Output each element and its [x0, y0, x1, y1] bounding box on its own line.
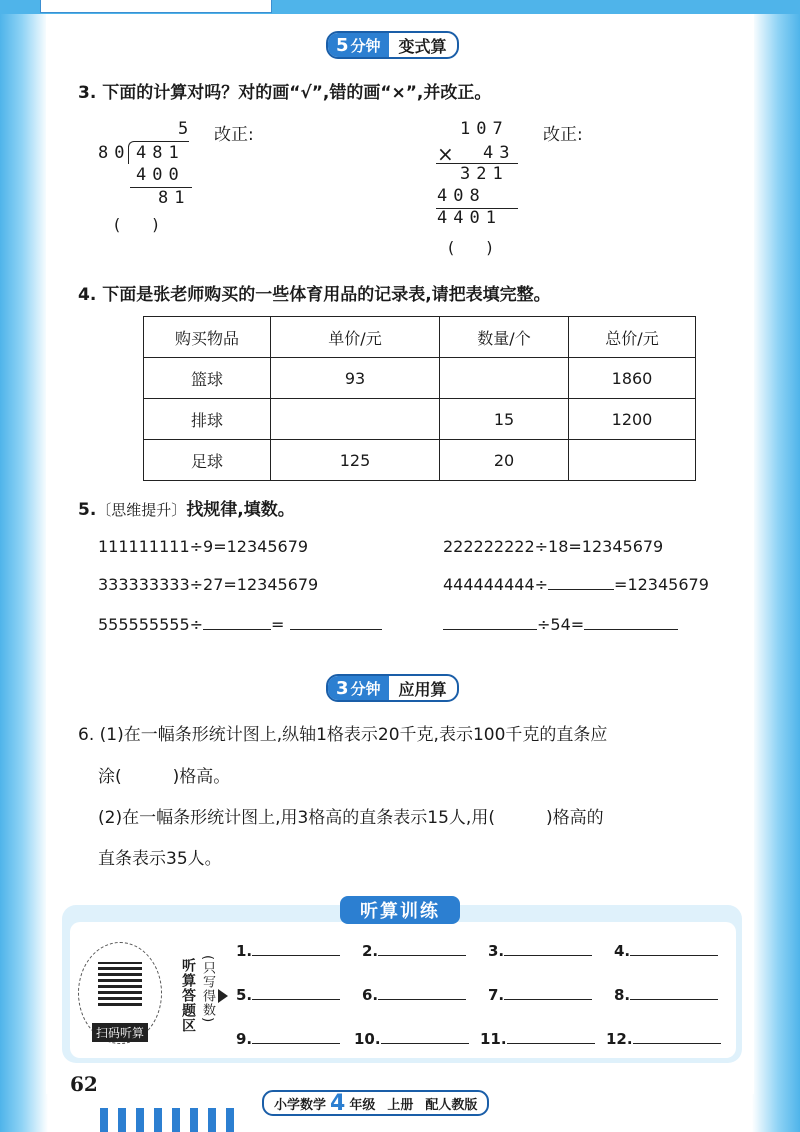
table-header-cell: 单价/元 — [271, 317, 440, 358]
page-number: 62 — [70, 1072, 98, 1096]
equation-2: 222222222÷18=12345679 — [443, 537, 664, 556]
top-tab — [40, 0, 272, 13]
table-cell: 1860 — [569, 358, 696, 399]
thinking-tag: 〔思维提升〕 — [96, 501, 187, 519]
footer-term: 上册 — [387, 1097, 414, 1113]
answer-blank[interactable] — [378, 999, 466, 1000]
decorative-bars — [100, 1108, 240, 1132]
section-header-2 — [326, 676, 459, 700]
division-product: 400 — [136, 165, 185, 185]
table-cell: 篮球 — [144, 358, 271, 399]
equation-3: 333333333÷27=12345679 — [98, 575, 319, 594]
answer-blank[interactable] — [504, 999, 592, 1000]
table-row — [144, 399, 696, 440]
table-header-cell: 数量/个 — [440, 317, 569, 358]
table-cell: 15 — [440, 399, 569, 440]
answer-item: 10. — [354, 1030, 469, 1048]
mult-top: 107 — [460, 119, 509, 139]
equation-1: 111111111÷9=12345679 — [98, 537, 309, 556]
equation-6: ÷54= — [443, 615, 678, 634]
footer-badge — [262, 1090, 489, 1116]
answer-item: 4. — [614, 942, 718, 960]
question-text: 找规律,填数。 — [186, 500, 295, 520]
answer-item: 5. — [236, 986, 340, 1004]
blank-answer[interactable] — [584, 629, 678, 630]
section-title: 变式算 — [398, 36, 447, 56]
arrow-right-icon — [218, 989, 228, 1003]
blank-answer[interactable] — [443, 629, 537, 630]
answer-blank[interactable] — [630, 999, 718, 1000]
answer-blank[interactable] — [252, 999, 340, 1000]
table-header-cell: 总价/元 — [569, 317, 696, 358]
fix-label-left: 改正: — [214, 125, 254, 145]
listen-title: 听算训练 — [340, 896, 460, 924]
answer-blank[interactable] — [252, 955, 340, 956]
mult-factor: 43 — [483, 143, 516, 163]
table-cell: 93 — [271, 358, 440, 399]
table-cell: 足球 — [144, 440, 271, 481]
footer-subject: 小学数学 — [274, 1097, 327, 1113]
section-title: 应用算 — [398, 679, 447, 699]
question-3-stem: 3. 下面的计算对吗？对的画“√”,错的画“×”,并改正。 — [78, 83, 492, 103]
question-6-part2-line1: (2)在一幅条形统计图上,用3格高的直条表示15人,用( )格高的 — [98, 808, 604, 828]
answer-blank[interactable] — [630, 955, 718, 956]
answer-blank[interactable] — [504, 955, 592, 956]
qr-label: 扫码听算 — [92, 1023, 148, 1042]
answer-item: 12. — [606, 1030, 721, 1048]
record-table — [143, 316, 696, 481]
table-cell-blank[interactable] — [569, 440, 696, 481]
answer-area-label: 听算答题区 — [180, 958, 196, 1033]
table-row — [144, 358, 696, 399]
footer-grade: 年级 — [349, 1097, 376, 1113]
answer-blank[interactable] — [381, 1043, 469, 1044]
answer-item: 3. — [488, 942, 592, 960]
table-cell: 125 — [271, 440, 440, 481]
judge-box-right[interactable]: ( ) — [448, 238, 493, 257]
question-4-stem: 4. 下面是张老师购买的一些体育用品的记录表,请把表填完整。 — [78, 285, 551, 305]
question-6-part2-line2: 直条表示35人。 — [98, 849, 222, 869]
mult-partial-2: 408 — [437, 186, 486, 206]
answer-item: 2. — [362, 942, 466, 960]
division-divisor: 80 — [98, 143, 131, 163]
answer-blank[interactable] — [507, 1043, 595, 1044]
minutes-badge: 5 分钟 — [328, 33, 389, 57]
equation-5: 555555555÷ = — [98, 615, 382, 634]
answer-item: 6. — [362, 986, 466, 1004]
answer-blank[interactable] — [633, 1043, 721, 1044]
table-cell-blank[interactable] — [271, 399, 440, 440]
table-header-cell: 购买物品 — [144, 317, 271, 358]
table-row — [144, 440, 696, 481]
table-cell: 1200 — [569, 399, 696, 440]
footer-grade-number: 4 — [330, 1090, 346, 1116]
qr-code-icon[interactable] — [98, 962, 142, 1006]
answer-item: 8. — [614, 986, 718, 1004]
answer-item: 9. — [236, 1030, 340, 1048]
blank-answer[interactable] — [203, 629, 271, 630]
division-dividend: 481 — [136, 143, 185, 163]
division-quotient: 5 — [178, 119, 195, 139]
blank-answer[interactable] — [548, 589, 614, 590]
minutes-badge: 3 分钟 — [328, 676, 389, 700]
table-cell: 20 — [440, 440, 569, 481]
table-header-row — [144, 317, 696, 358]
section-header-1 — [326, 33, 459, 57]
answer-blank[interactable] — [252, 1043, 340, 1044]
mult-result: 4401 — [437, 208, 502, 228]
division-remainder: 81 — [158, 188, 191, 208]
answer-area-note: (只写得数) — [200, 955, 215, 1024]
answer-blank[interactable] — [378, 955, 466, 956]
judge-box-left[interactable]: ( ) — [114, 215, 159, 234]
mult-partial-1: 321 — [460, 164, 509, 184]
answer-item: 11. — [480, 1030, 595, 1048]
answer-item: 1. — [236, 942, 340, 960]
question-6-part1-line2: 涂( )格高。 — [98, 767, 231, 787]
question-6-part1-line1: 6. (1)在一幅条形统计图上,纵轴1格表示20千克,表示100千克的直条应 — [78, 725, 608, 745]
table-cell-blank[interactable] — [440, 358, 569, 399]
equation-4: 444444444÷ =12345679 — [443, 575, 709, 594]
table-cell: 排球 — [144, 399, 271, 440]
fix-label-right: 改正: — [543, 125, 583, 145]
answer-item: 7. — [488, 986, 592, 1004]
blank-answer[interactable] — [290, 629, 382, 630]
footer-edition: 配人教版 — [425, 1097, 478, 1113]
question-number: 5. — [78, 500, 97, 520]
question-5-stem — [78, 495, 295, 520]
top-bar — [0, 0, 800, 14]
times-sign: × — [437, 142, 454, 166]
